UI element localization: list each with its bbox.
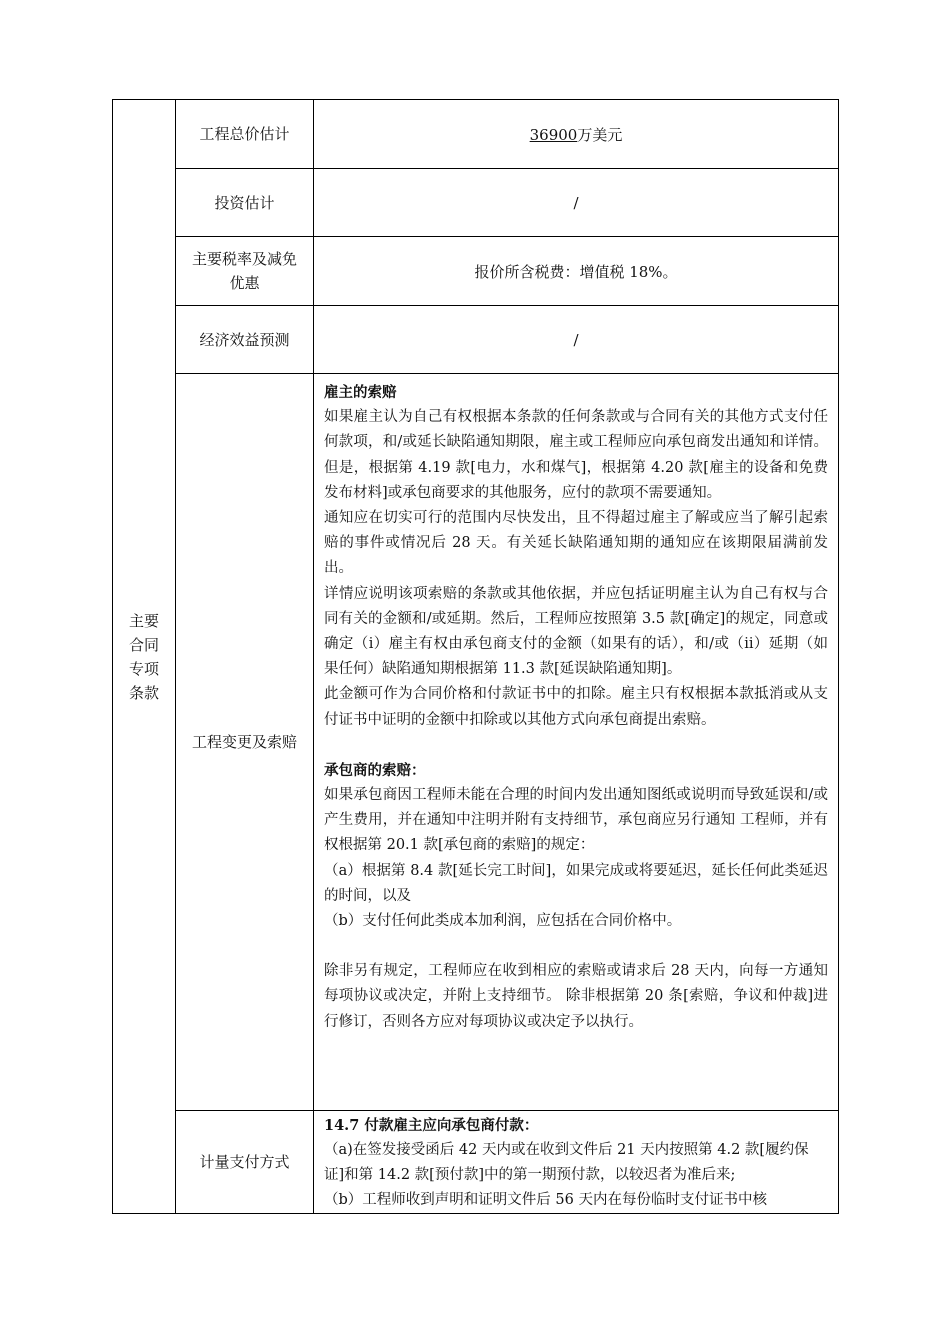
payment-content — [314, 1111, 839, 1214]
section-label-main-contract-terms — [113, 100, 176, 1214]
employer-claims-paragraph: 通知应在切实可行的范围内尽快发出，且不得超过雇主了解或应当了解引起索赔的事件或情况后 28 天。有关延长缺陷通知期的通知应在该期限届满前发出。 — [324, 510, 828, 577]
tax-label — [176, 237, 314, 306]
payment-line: （b）工程师收到声明和证明文件后 56 天内在每份临时支付证书中核 — [324, 1192, 767, 1208]
payment-heading: 14.7 付款雇主应向承包商付款： — [324, 1117, 539, 1134]
claims-closing-paragraph: 除非另有规定，工程师应在收到相应的索赔或请求后 28 天内，向每一方通知每项协议或决定，并附上支持细节。 除非根据第 20 条[索赔，争议和仲裁]进行修订，否则各方应对每项协议或决定予以执行。 — [324, 963, 828, 1030]
benefit-value: / — [314, 306, 839, 374]
section-label-line: 合同 — [128, 635, 159, 654]
benefit-label: 经济效益预测 — [176, 306, 314, 374]
contractor-claims-paragraph: 如果承包商因工程师未能在合理的时间内发出通知图纸或说明而导致延误和/或产生费用，并在通知中注明并附有支持细节，承包商应另行通知 工程师，并有权根据第 20.1 款[承包商的索赔]的规定： — [324, 787, 828, 854]
employer-claims-paragraph: 详情应说明该项索赔的条款或其他依据，并应包括证明雇主认为自己有权与合同有关的金额和/或延期。然后，工程师应按照第 3.5 款[确定]的规定，同意或确定（i）雇主有权由承包商支付的金额（如果有的话），和/或（ii）延期（如果任何）缺陷通知期根据第 11.3 款[延误缺陷通知期]。 — [324, 585, 828, 678]
paragraph-spacer — [324, 934, 828, 959]
employer-claims-paragraph: 如果雇主认为自己有权根据本条款的任何条款或与合同有关的其他方式支付任何款项，和/或延长缺陷通知期限，雇主或工程师应向承包商发出通知和详情。但是，根据第 4.19 款[电力，水和煤气]，根据第 4.20 款[雇主的设备和免费发布材料]或承包商要求的其他服务，应付的款项不需要通知。 — [324, 409, 828, 501]
payment-label: 计量支付方式 — [176, 1111, 314, 1214]
investment-value: / — [314, 169, 839, 237]
paragraph-spacer — [324, 733, 828, 758]
total-price-unit: 万美元 — [577, 125, 623, 144]
contract-info-table — [112, 99, 839, 1214]
contractor-claims-item: （b）支付任何此类成本加利润，应包括在合同价格中。 — [324, 913, 682, 930]
claims-content — [314, 374, 839, 1111]
employer-claims-paragraph: 此金额可作为合同价格和付款证书中的扣除。雇主只有权根据本款抵消或从支付证书中证明的金额中扣除或以其他方式向承包商提出索赔。 — [324, 686, 828, 728]
employer-claims-heading: 雇主的索赔 — [324, 384, 397, 401]
section-label-line: 主要 — [128, 611, 159, 630]
contractor-claims-heading: 承包商的索赔： — [324, 761, 426, 779]
section-label-line: 条款 — [128, 683, 159, 702]
total-price-value — [314, 100, 839, 169]
investment-label: 投资估计 — [176, 169, 314, 237]
tax-label-line: 主要税率及减免 — [191, 250, 297, 268]
total-price-amount: 36900 — [529, 125, 578, 144]
contractor-claims-item: （a）根据第 8.4 款[延长完工时间]，如果完成或将要延迟，延长任何此类延迟的时间，以及 — [324, 862, 828, 904]
section-label-line: 专项 — [128, 659, 159, 678]
tax-value: 报价所含税费：增值税 18%。 — [314, 237, 839, 306]
payment-line: （a)在签发接受函后 42 天内或在收到文件后 21 天内按照第 4.2 款[履约保证]和第 14.2 款[预付款]中的第一期预付款，以较迟者为准后来; — [324, 1142, 809, 1183]
claims-label: 工程变更及索赔 — [176, 374, 314, 1111]
total-price-label: 工程总价估计 — [176, 100, 314, 169]
tax-label-line: 优惠 — [229, 274, 260, 292]
